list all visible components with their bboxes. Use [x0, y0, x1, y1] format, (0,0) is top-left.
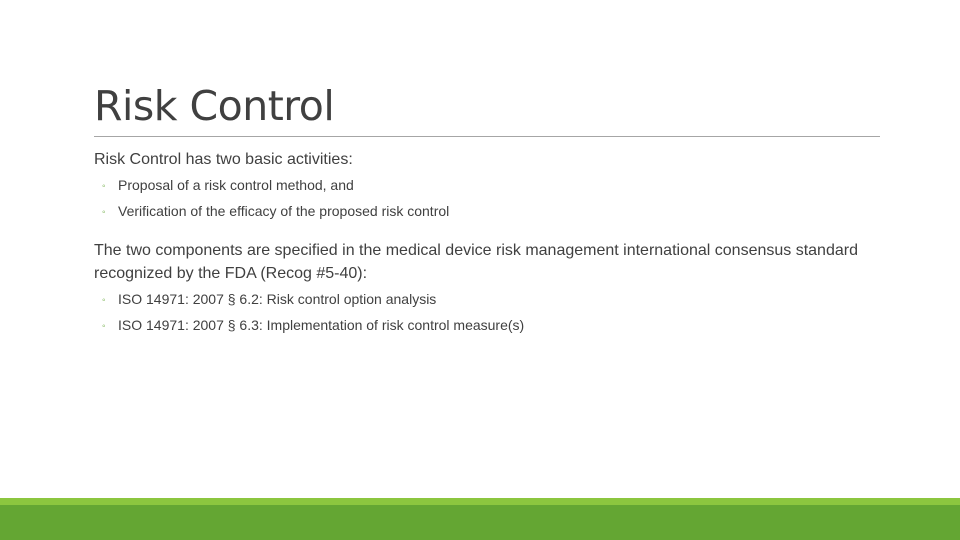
sub-bullet-item	[102, 313, 874, 339]
slide-title: Risk Control	[94, 82, 335, 130]
title-divider	[94, 136, 880, 137]
hollow-circle-bullet-icon: ◦	[102, 295, 106, 306]
footer-accent-band	[0, 498, 960, 540]
sub-bullet-text: ISO 14971: 2007 § 6.2: Risk control option analysis	[118, 291, 437, 307]
sub-bullet-text: ISO 14971: 2007 § 6.3: Implementation of risk control measure(s)	[118, 317, 525, 333]
sub-bullet-item	[102, 199, 874, 225]
sub-bullet-list-standard	[94, 287, 874, 339]
bullet-block-standard	[94, 239, 874, 339]
footer-accent-highlight	[0, 498, 960, 505]
sub-bullet-text: Proposal of a risk control method, and	[118, 177, 354, 193]
slide-body	[94, 148, 874, 353]
hollow-circle-bullet-icon: ◦	[102, 181, 106, 192]
bullet-lead-standard: The two components are specified in the medical device risk management international consensus standard recognized by the FDA (Recog #5-40):	[94, 242, 858, 282]
sub-bullet-item	[102, 287, 874, 313]
bullet-block-activities	[94, 148, 874, 225]
sub-bullet-list-activities	[94, 173, 874, 225]
hollow-circle-bullet-icon: ◦	[102, 207, 106, 218]
sub-bullet-item	[102, 173, 874, 199]
bullet-lead-activities: Risk Control has two basic activities:	[94, 151, 353, 168]
sub-bullet-text: Verification of the efficacy of the proposed risk control	[118, 203, 450, 219]
hollow-circle-bullet-icon: ◦	[102, 321, 106, 332]
